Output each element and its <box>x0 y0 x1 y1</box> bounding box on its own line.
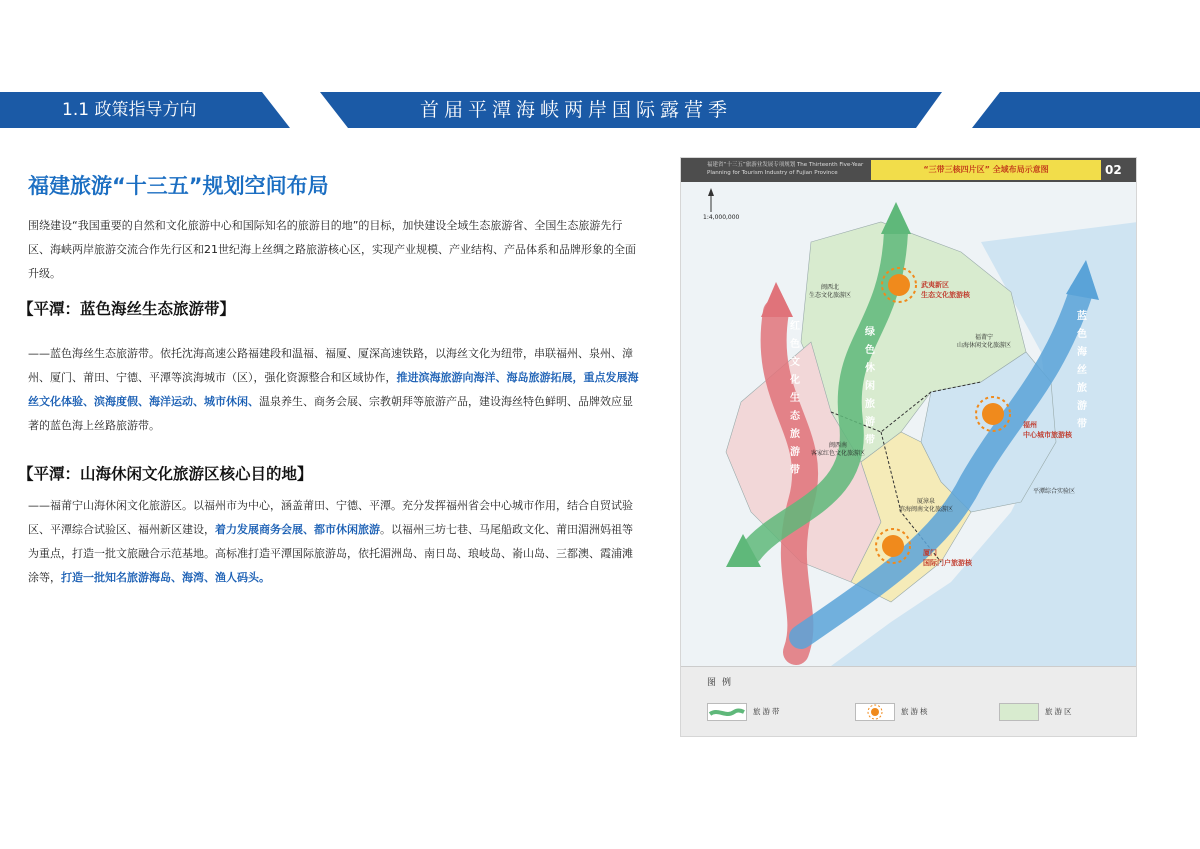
label-core-wuyi: 武夷新区 生态文化旅游核 <box>921 281 970 299</box>
map-slogan: “三带三核四片区” 全域布局示意图 <box>871 160 1101 180</box>
section1-paragraph <box>28 342 640 438</box>
legend-belt-swatch <box>707 703 747 721</box>
page-title: 福建旅游“十三五”规划空间布局 <box>28 174 329 198</box>
section2-highlight-b: 打造一批知名旅游海岛、海湾、渔人码头。 <box>61 571 270 584</box>
label-minxinan: 闽西南 客家红色文化旅游区 <box>811 442 866 457</box>
map-topbar <box>681 158 1137 182</box>
map-scale-label: 1:4,000,000 <box>703 214 740 221</box>
legend-core-swatch <box>855 703 895 721</box>
belt-label-red: 红色文化生态旅游带 <box>790 321 800 476</box>
section2-highlight-a: 着力发展商务会展、都市休闲旅游 <box>215 523 380 536</box>
section-label: 1.1 政策指导方向 <box>62 100 197 120</box>
legend-zone-swatch <box>999 703 1039 721</box>
map-page-number: 02 <box>1105 163 1122 177</box>
belt-label-green: 绿色休闲旅游带 <box>865 327 875 446</box>
legend-zone-label: 旅游区 <box>1045 707 1074 716</box>
section1-text-b: 温泉养生、商务会展、宗教朝拜等旅游产品，建设海丝特色鲜明、品牌效应显著的蓝色海上丝路旅游带。 <box>28 395 633 432</box>
label-core-fuzhou: 福州 中心城市旅游核 <box>1023 421 1072 439</box>
section2-text-b: 。以福州三坊七巷、马尾船政文化、莆田湄洲妈祖等为重点，打造一批文旅融合示范基地。高标准打造平潭国际旅游岛，依托湄洲岛、南日岛、琅岐岛、嵛山岛、三都澳、霞浦滩涂等， <box>28 523 633 584</box>
map-panel <box>680 157 1137 737</box>
belt-label-blue: 蓝色海丝旅游带 <box>1077 311 1087 430</box>
label-core-xiamen: 厦门 国际门户旅游核 <box>923 549 972 567</box>
map-topbar-title: 福建省“十三五”旅游业发展专项规划 The Thirteenth Five-Year Planning for Tourism Industry of Fujian Province <box>707 162 864 176</box>
label-pingtan: 平潭综合实验区 <box>1033 488 1076 495</box>
header-banner <box>0 92 1200 128</box>
map-legend <box>681 666 1137 737</box>
section2-text-a: ——福莆宁山海休闲文化旅游区。以福州市为中心，涵盖莆田、宁德、平潭。充分发挥福州省会中心城市作用，结合自贸试验区、平潭综合试验区、福州新区建设， <box>28 499 633 536</box>
section1-heading: 【平潭：蓝色海丝生态旅游带】 <box>18 300 236 318</box>
section1-highlight: 推进滨海旅游向海洋、海岛旅游拓展，重点发展海丝文化体验、滨海度假、海洋运动、城市休闲、 <box>28 371 639 408</box>
legend-belt-label: 旅游带 <box>753 707 782 716</box>
section2-paragraph <box>28 494 640 590</box>
label-minxibei: 闽西北 生态文化旅游区 <box>809 284 852 299</box>
intro-paragraph: 围绕建设“我国重要的自然和文化旅游中心和国际知名的旅游目的地”的目标，加快建设全域生态旅游省、全国生态旅游先行区、海峡两岸旅游交流合作先行区和21世纪海上丝绸之路旅游核心区，实现产业规模、产业结构、产品体系和品牌形象的全面升级。 <box>28 219 636 280</box>
event-title: 首届平潭海峡两岸国际露营季 <box>420 99 733 121</box>
legend-core-label: 旅游核 <box>901 707 930 716</box>
legend-title: 图例 <box>707 678 738 688</box>
label-funingning: 福莆宁 山海休闲文化旅游区 <box>957 334 1012 349</box>
section2-heading: 【平潭：山海休闲文化旅游区核心目的地】 <box>18 465 313 483</box>
section1-text-a: ——蓝色海丝生态旅游带。依托沈海高速公路福建段和温福、福厦、厦深高速铁路，以海丝文化为纽带，串联福州、泉州、漳州、厦门、莆田、宁德、平潭等滨海城市（区），强化资源整合和区域协作， <box>28 347 633 384</box>
label-xiazhangquan: 厦漳泉 滨海闽南文化旅游区 <box>899 498 954 513</box>
